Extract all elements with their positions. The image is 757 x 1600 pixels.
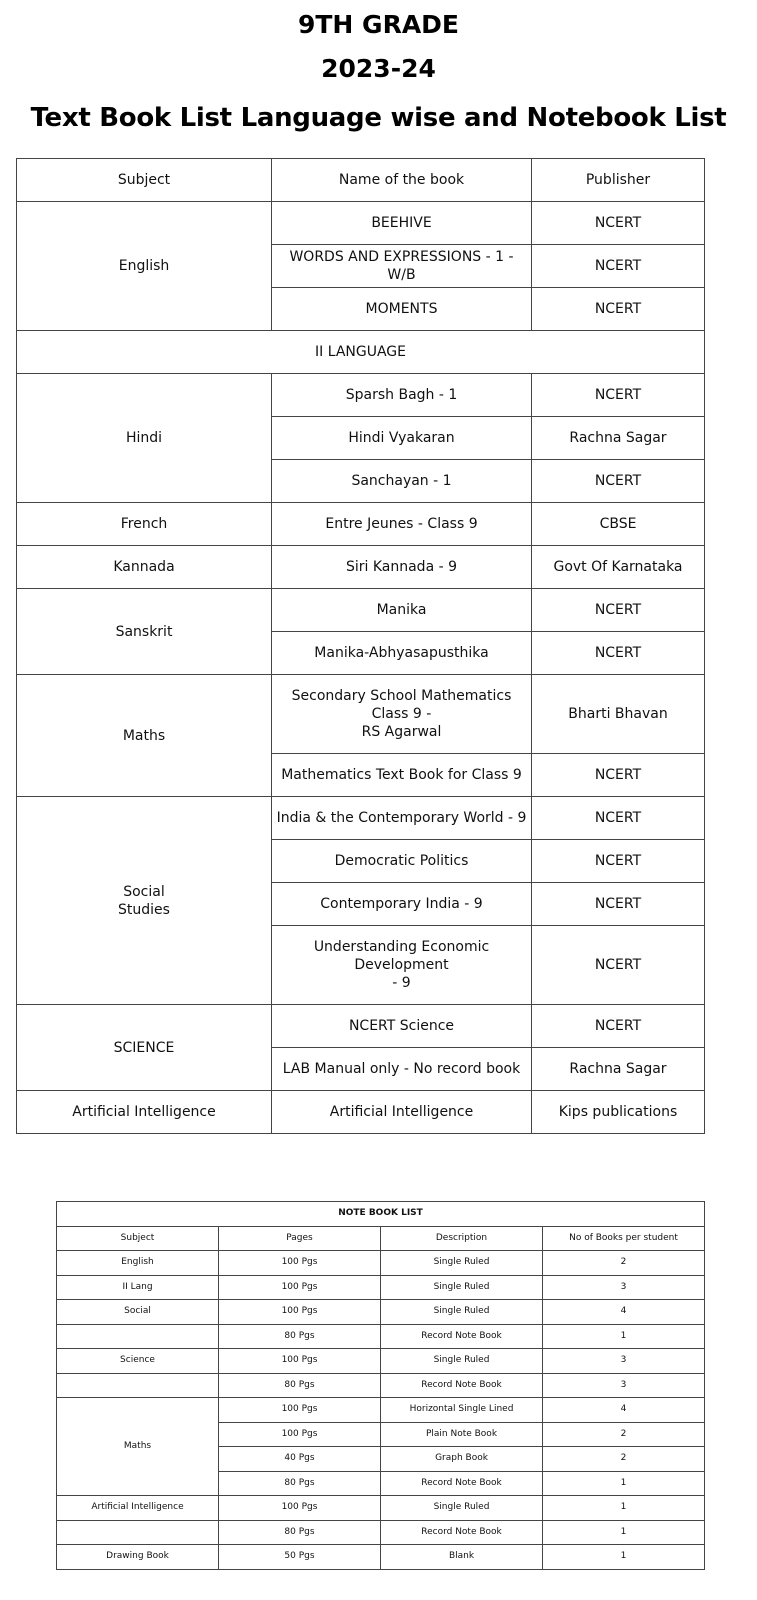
header-subject: Subject xyxy=(57,1226,219,1251)
nb-pages: 100 Pgs xyxy=(219,1398,381,1423)
nb-subject: Artificial Intelligence xyxy=(57,1496,219,1521)
book-name: Manika xyxy=(272,589,532,632)
nb-pages: 100 Pgs xyxy=(219,1251,381,1276)
nb-subject: Drawing Book xyxy=(57,1545,219,1570)
book-name-line: RS Agarwal xyxy=(361,724,442,740)
book-name: Contemporary India - 9 xyxy=(272,883,532,926)
table-row xyxy=(57,1251,705,1276)
subject-cell-sanskrit: Sanskrit xyxy=(17,589,272,675)
nb-pages: 40 Pgs xyxy=(219,1447,381,1472)
book-name: WORDS AND EXPRESSIONS - 1 - W/B xyxy=(272,245,532,288)
subject-line: Social xyxy=(123,883,165,900)
subject-cell-social-studies xyxy=(17,797,272,1005)
nb-count: 3 xyxy=(543,1373,705,1398)
nb-count: 3 xyxy=(543,1349,705,1374)
nb-pages: 100 Pgs xyxy=(219,1349,381,1374)
subject-cell-maths: Maths xyxy=(17,675,272,797)
nb-subject: Social xyxy=(57,1300,219,1325)
notebook-title: NOTE BOOK LIST xyxy=(57,1202,705,1227)
notebook-header-row xyxy=(57,1226,705,1251)
nb-subject: II Lang xyxy=(57,1275,219,1300)
publisher: NCERT xyxy=(532,883,705,926)
table-row xyxy=(17,589,705,632)
book-name: India & the Contemporary World - 9 xyxy=(272,797,532,840)
table-row xyxy=(17,503,705,546)
nb-description: Single Ruled xyxy=(381,1300,543,1325)
publisher: Bharti Bhavan xyxy=(532,675,705,754)
nb-description: Record Note Book xyxy=(381,1471,543,1496)
book-name: Artificial Intelligence xyxy=(272,1091,532,1134)
nb-description: Plain Note Book xyxy=(381,1422,543,1447)
publisher: Kips publications xyxy=(532,1091,705,1134)
second-language-label: II LANGUAGE xyxy=(17,331,705,374)
publisher: NCERT xyxy=(532,632,705,675)
book-name: NCERT Science xyxy=(272,1005,532,1048)
nb-count: 1 xyxy=(543,1520,705,1545)
nb-description: Graph Book xyxy=(381,1447,543,1472)
publisher: NCERT xyxy=(532,589,705,632)
publisher: NCERT xyxy=(532,460,705,503)
table-row xyxy=(17,1091,705,1134)
publisher: CBSE xyxy=(532,503,705,546)
nb-subject: English xyxy=(57,1251,219,1276)
nb-pages: 80 Pgs xyxy=(219,1324,381,1349)
table-row xyxy=(57,1324,705,1349)
header-book-name: Name of the book xyxy=(272,159,532,202)
book-name: LAB Manual only - No record book xyxy=(272,1048,532,1091)
subject-cell-french: French xyxy=(17,503,272,546)
book-name: Hindi Vyakaran xyxy=(272,417,532,460)
subject-cell-english: English xyxy=(17,202,272,331)
book-name-line: Understanding Economic xyxy=(313,939,490,955)
nb-count: 4 xyxy=(543,1398,705,1423)
subject-cell-science: SCIENCE xyxy=(17,1005,272,1091)
table-row xyxy=(17,1005,705,1048)
nb-description: Record Note Book xyxy=(381,1520,543,1545)
textbook-table xyxy=(16,158,705,1134)
book-name-line: Development xyxy=(354,957,449,973)
publisher: NCERT xyxy=(532,797,705,840)
publisher: NCERT xyxy=(532,288,705,331)
publisher: NCERT xyxy=(532,926,705,1005)
nb-count: 2 xyxy=(543,1251,705,1276)
nb-description: Single Ruled xyxy=(381,1275,543,1300)
nb-count: 1 xyxy=(543,1324,705,1349)
nb-description: Record Note Book xyxy=(381,1324,543,1349)
book-name-line: Secondary School Mathematics xyxy=(291,688,512,704)
publisher: NCERT xyxy=(532,754,705,797)
publisher: NCERT xyxy=(532,1005,705,1048)
nb-pages: 100 Pgs xyxy=(219,1275,381,1300)
header-publisher: Publisher xyxy=(532,159,705,202)
book-name-line: Class 9 - xyxy=(371,706,432,722)
nb-pages: 80 Pgs xyxy=(219,1471,381,1496)
book-name: Mathematics Text Book for Class 9 xyxy=(272,754,532,797)
subject-cell-hindi: Hindi xyxy=(17,374,272,503)
nb-subject: Maths xyxy=(57,1398,219,1496)
nb-pages: 80 Pgs xyxy=(219,1520,381,1545)
book-name: Sanchayan - 1 xyxy=(272,460,532,503)
book-name: Democratic Politics xyxy=(272,840,532,883)
notebook-table xyxy=(56,1201,705,1570)
book-name: Sparsh Bagh - 1 xyxy=(272,374,532,417)
table-row xyxy=(17,202,705,245)
nb-pages: 100 Pgs xyxy=(219,1300,381,1325)
section-row xyxy=(17,331,705,374)
publisher: NCERT xyxy=(532,202,705,245)
nb-count: 4 xyxy=(543,1300,705,1325)
table-row xyxy=(57,1349,705,1374)
nb-description: Single Ruled xyxy=(381,1251,543,1276)
table-row xyxy=(17,675,705,754)
nb-count: 1 xyxy=(543,1471,705,1496)
nb-description: Record Note Book xyxy=(381,1373,543,1398)
table-row xyxy=(57,1496,705,1521)
table-row xyxy=(57,1373,705,1398)
nb-subject xyxy=(57,1324,219,1349)
table-row xyxy=(57,1275,705,1300)
textbook-header-row xyxy=(17,159,705,202)
header-subject: Subject xyxy=(17,159,272,202)
nb-subject xyxy=(57,1373,219,1398)
notebook-title-row xyxy=(57,1202,705,1227)
nb-subject: Science xyxy=(57,1349,219,1374)
book-name: BEEHIVE xyxy=(272,202,532,245)
header-pages: Pages xyxy=(219,1226,381,1251)
nb-pages: 80 Pgs xyxy=(219,1373,381,1398)
book-name: MOMENTS xyxy=(272,288,532,331)
table-row xyxy=(17,546,705,589)
subject-cell-ai: Artificial Intelligence xyxy=(17,1091,272,1134)
book-name: Entre Jeunes - Class 9 xyxy=(272,503,532,546)
nb-pages: 50 Pgs xyxy=(219,1545,381,1570)
nb-count: 3 xyxy=(543,1275,705,1300)
nb-count: 1 xyxy=(543,1545,705,1570)
year-title: 2023-24 xyxy=(321,54,436,83)
publisher: NCERT xyxy=(532,374,705,417)
subject-line: Studies xyxy=(118,901,170,918)
table-row xyxy=(57,1520,705,1545)
nb-count: 2 xyxy=(543,1422,705,1447)
grade-title: 9TH GRADE xyxy=(297,10,460,39)
publisher: Govt Of Karnataka xyxy=(532,546,705,589)
publisher: Rachna Sagar xyxy=(532,1048,705,1091)
nb-count: 2 xyxy=(543,1447,705,1472)
table-row xyxy=(17,374,705,417)
book-name: Manika-Abhyasapusthika xyxy=(272,632,532,675)
book-name xyxy=(272,675,532,754)
page-heading: Text Book List Language wise and Notebook List xyxy=(30,103,727,133)
book-name-line: - 9 xyxy=(392,975,411,991)
publisher: NCERT xyxy=(532,840,705,883)
nb-pages: 100 Pgs xyxy=(219,1496,381,1521)
nb-description: Single Ruled xyxy=(381,1496,543,1521)
nb-description: Blank xyxy=(381,1545,543,1570)
book-name: Siri Kannada - 9 xyxy=(272,546,532,589)
nb-pages: 100 Pgs xyxy=(219,1422,381,1447)
table-row xyxy=(57,1300,705,1325)
nb-description: Horizontal Single Lined xyxy=(381,1398,543,1423)
table-row xyxy=(17,797,705,840)
subject-cell-kannada: Kannada xyxy=(17,546,272,589)
nb-description: Single Ruled xyxy=(381,1349,543,1374)
publisher: Rachna Sagar xyxy=(532,417,705,460)
table-row xyxy=(57,1545,705,1570)
header-count: No of Books per student xyxy=(543,1226,705,1251)
nb-count: 1 xyxy=(543,1496,705,1521)
header-description: Description xyxy=(381,1226,543,1251)
publisher: NCERT xyxy=(532,245,705,288)
nb-subject xyxy=(57,1520,219,1545)
book-name xyxy=(272,926,532,1005)
table-row xyxy=(57,1398,705,1423)
